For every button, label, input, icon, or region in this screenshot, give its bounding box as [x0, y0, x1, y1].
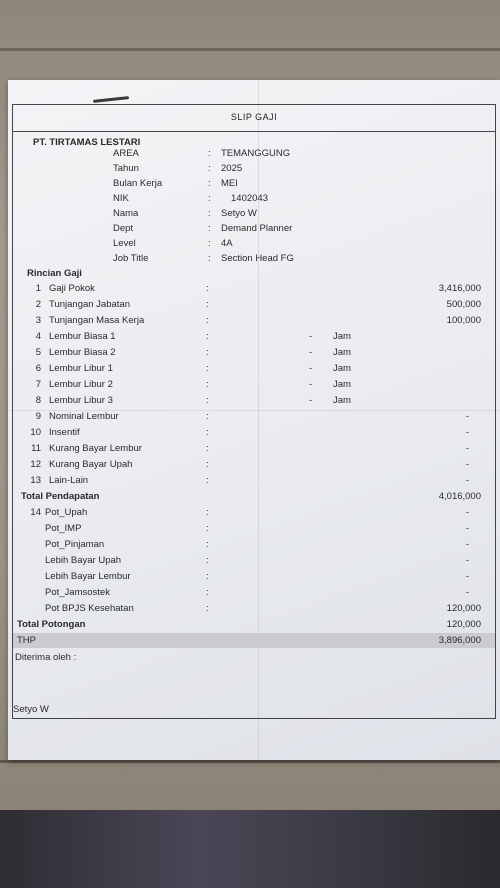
- row-amount: 120,000: [446, 603, 481, 614]
- row-number: 2: [35, 299, 41, 310]
- row-number: 14: [30, 507, 41, 518]
- row-separator: :: [206, 299, 209, 310]
- company-name: PT. TIRTAMAS LESTARI: [33, 137, 141, 148]
- slip-frame: [12, 104, 496, 719]
- row-number: 7: [35, 379, 41, 390]
- info-value: Setyo W: [221, 208, 257, 219]
- floor-carpet: [0, 810, 500, 888]
- row-label: Lembur Biasa 2: [49, 347, 116, 358]
- row-label: Kurang Bayar Lembur: [49, 443, 142, 454]
- row-number: 1: [35, 283, 41, 294]
- row-number: 12: [30, 459, 41, 470]
- row-unit: Jam: [333, 379, 351, 390]
- info-value: Demand Planner: [221, 223, 293, 234]
- row-amount: -: [465, 443, 469, 454]
- info-label: Level: [113, 238, 136, 249]
- row-amount: -: [465, 507, 469, 518]
- row-amount: -: [465, 427, 469, 438]
- row-label: Tunjangan Masa Kerja: [49, 315, 145, 326]
- info-separator: :: [208, 253, 211, 264]
- row-label: Lebih Bayar Upah: [45, 555, 122, 566]
- info-separator: :: [208, 178, 211, 189]
- row-separator: :: [206, 475, 209, 486]
- row-hours: -: [309, 395, 313, 406]
- row-separator: :: [206, 523, 209, 534]
- row-amount: -: [465, 539, 469, 550]
- row-separator: :: [206, 411, 209, 422]
- info-label: NIK: [113, 193, 129, 204]
- row-label: Insentif: [49, 427, 80, 438]
- info-separator: :: [208, 223, 211, 234]
- info-label: Nama: [113, 208, 139, 219]
- row-label: Lembur Libur 3: [49, 395, 113, 406]
- row-separator: :: [206, 283, 209, 294]
- row-amount: 3,416,000: [438, 283, 481, 294]
- info-separator: :: [208, 208, 211, 219]
- row-number: 13: [30, 475, 41, 486]
- row-amount: -: [465, 587, 469, 598]
- row-label: Pot_IMP: [45, 523, 82, 534]
- row-label: Kurang Bayar Upah: [49, 459, 133, 470]
- row-number: 9: [35, 411, 41, 422]
- section-title-rincian: Rincian Gaji: [27, 268, 82, 279]
- row-separator: :: [206, 571, 209, 582]
- row-hours: -: [309, 379, 313, 390]
- row-separator: :: [206, 427, 209, 438]
- row-label: Tunjangan Jabatan: [49, 299, 130, 310]
- row-amount: -: [465, 411, 469, 422]
- info-separator: :: [208, 238, 211, 249]
- row-amount: -: [465, 475, 469, 486]
- row-separator: :: [206, 315, 209, 326]
- row-amount: 100,000: [446, 315, 481, 326]
- salary-slip-paper: [8, 80, 500, 760]
- info-label: Bulan Kerja: [113, 178, 163, 189]
- info-label: Dept: [113, 223, 134, 234]
- info-value: TEMANGGUNG: [221, 148, 291, 159]
- row-separator: :: [206, 363, 209, 374]
- row-hours: -: [309, 363, 313, 374]
- row-separator: :: [206, 603, 209, 614]
- info-value: 4A: [221, 238, 233, 249]
- row-number: 8: [35, 395, 41, 406]
- row-label: Pot_Pinjaman: [45, 539, 105, 550]
- total-deductions-amount: 120,000: [446, 619, 481, 630]
- row-label: Pot_Jamsostek: [45, 587, 110, 598]
- row-unit: Jam: [333, 395, 351, 406]
- row-label: Gaji Pokok: [49, 283, 95, 294]
- row-unit: Jam: [333, 347, 351, 358]
- table-seam: [0, 760, 500, 763]
- info-value: MEI: [221, 178, 238, 189]
- signer-name: Setyo W: [13, 704, 49, 715]
- row-label: Lebih Bayar Lembur: [45, 571, 131, 582]
- row-separator: :: [206, 587, 209, 598]
- row-amount: 500,000: [446, 299, 481, 310]
- info-label: Job Title: [113, 253, 149, 264]
- row-separator: :: [206, 331, 209, 342]
- table-seam: [0, 48, 500, 51]
- row-label: Lain-Lain: [49, 475, 89, 486]
- info-value: Section Head FG: [221, 253, 294, 264]
- row-hours: -: [309, 331, 313, 342]
- slip-header: [13, 105, 495, 132]
- row-label: Nominal Lembur: [49, 411, 119, 422]
- row-separator: :: [206, 395, 209, 406]
- row-amount: -: [465, 523, 469, 534]
- row-separator: :: [206, 539, 209, 550]
- received-by-label: Diterima oleh :: [15, 652, 77, 663]
- row-label: Lembur Libur 2: [49, 379, 113, 390]
- slip-title: SLIP GAJI: [230, 112, 278, 122]
- row-label: Pot BPJS Kesehatan: [45, 603, 134, 614]
- info-label: Tahun: [113, 163, 139, 174]
- row-number: 5: [35, 347, 41, 358]
- row-separator: :: [206, 459, 209, 470]
- info-separator: :: [208, 148, 211, 159]
- thp-label: THP: [17, 635, 36, 646]
- info-value: 1402043: [231, 193, 268, 204]
- row-number: 6: [35, 363, 41, 374]
- thp-amount: 3,896,000: [438, 635, 481, 646]
- row-separator: :: [206, 347, 209, 358]
- row-separator: :: [206, 379, 209, 390]
- total-income-amount: 4,016,000: [438, 491, 481, 502]
- info-label: AREA: [113, 148, 139, 159]
- row-number: 3: [35, 315, 41, 326]
- row-label: Lembur Libur 1: [49, 363, 113, 374]
- pen-mark: [93, 96, 129, 103]
- info-value: 2025: [221, 163, 243, 174]
- row-amount: -: [465, 571, 469, 582]
- row-label: Lembur Biasa 1: [49, 331, 116, 342]
- row-amount: -: [465, 555, 469, 566]
- row-number: 10: [30, 427, 41, 438]
- total-deductions-label: Total Potongan: [17, 619, 86, 630]
- row-amount: -: [465, 459, 469, 470]
- row-separator: :: [206, 507, 209, 518]
- row-label: Pot_Upah: [45, 507, 88, 518]
- row-unit: Jam: [333, 331, 351, 342]
- row-number: 11: [31, 443, 41, 454]
- info-separator: :: [208, 163, 211, 174]
- row-number: 4: [35, 331, 41, 342]
- row-unit: Jam: [333, 363, 351, 374]
- row-separator: :: [206, 443, 209, 454]
- row-separator: :: [206, 555, 209, 566]
- row-hours: -: [309, 347, 313, 358]
- info-separator: :: [208, 193, 211, 204]
- total-income-label: Total Pendapatan: [21, 491, 100, 502]
